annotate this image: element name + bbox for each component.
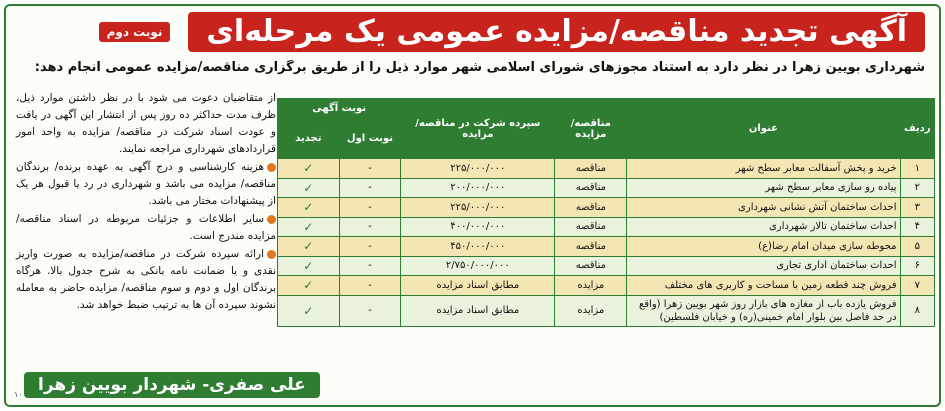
condition-text: سایر اطلاعات و جزئیات مربوطه در اسناد مناقصه/ مزایده مندرج است. [16, 213, 276, 242]
row-type: مناقصه [555, 178, 627, 198]
row-subject: احداث ساختمان آتش نشانی شهرداری [627, 198, 900, 218]
row-subject: احداث ساختمان اداری تجاری [627, 256, 900, 276]
row-deposit: ۲۲۵/۰۰۰/۰۰۰ [401, 198, 555, 218]
row-number: ۴ [900, 217, 934, 237]
row-first: - [339, 256, 401, 276]
col-header-type: مناقصه/ مزایده [555, 99, 627, 159]
intro-text: شهرداری بویین زهرا در نظر دارد به استناد مجوزهای شورای اسلامی شهر موارد ذیل را از طریق برگزاری مناقصه/مزایده عمومی انجام دهد: [34, 60, 925, 75]
row-first: - [339, 276, 401, 296]
row-subject: خرید و پخش آسفالت معابر سطح شهر [627, 159, 900, 179]
check-icon: ✓ [278, 159, 340, 179]
row-number: ۸ [900, 295, 934, 326]
row-first: - [339, 159, 401, 179]
row-deposit: ۴۰۰/۰۰۰/۰۰۰ [401, 217, 555, 237]
check-icon: ✓ [278, 295, 340, 326]
condition-text: هزینه کارشناسی و درج آگهی به عهده برنده/ برندگان مناقصه/ مزایده می باشد و شهرداری در رد یا قبول هر یک از پیشنهادات مختار می باشد. [16, 161, 276, 207]
row-type: مناقصه [555, 198, 627, 218]
row-subject: فروش چند قطعه زمین با مساحت و کاربری های مختلف [627, 276, 900, 296]
table-row [278, 237, 935, 257]
row-first: - [339, 217, 401, 237]
row-first: - [339, 178, 401, 198]
condition-paragraph: از متقاضیان دعوت می شود با در نظر داشتن موارد ذیل، ظرف مدت حداکثر ده روز پس از انتشار این آگهی در یافت و عودت اسناد شرکت در مناقصه/ مزایده به واحد امور قراردادهای شهرداری مراجعه نمایند. [16, 92, 276, 155]
table-row [278, 256, 935, 276]
signature: علی صفری- شهردار بویین زهرا [24, 372, 320, 398]
table-row [278, 276, 935, 296]
ad-title: آگهی تجدید مناقصه/مزایده عمومی یک مرحله‌ای [188, 12, 925, 52]
row-number: ۷ [900, 276, 934, 296]
check-icon: ✓ [278, 217, 340, 237]
col-header-row: ردیف [900, 99, 934, 159]
row-type: مزایده [555, 295, 627, 326]
table-row [278, 295, 935, 326]
row-number: ۳ [900, 198, 934, 218]
condition-paragraph [16, 211, 276, 245]
condition-text: ارائه سپرده شرکت در مناقصه/مزایده به صورت واریز نقدی و یا ضمانت نامه بانکی به شرح جدول بالا. هرگاه برندگان اول و دوم و سوم مناقصه/ مزایده حاضر به معامله نشوند سپرده آن ها به ترتیب ضبط خواهد شد. [16, 248, 276, 311]
row-type: مناقصه [555, 217, 627, 237]
bullet-icon [267, 163, 276, 172]
row-number: ۱ [900, 159, 934, 179]
bullet-icon [267, 215, 276, 224]
row-type: مناقصه [555, 159, 627, 179]
row-number: ۵ [900, 237, 934, 257]
row-deposit: ۲/۷۵۰/۰۰۰/۰۰۰ [401, 256, 555, 276]
row-deposit: ۲۰۰/۰۰۰/۰۰۰ [401, 178, 555, 198]
row-subject: فروش یازده باب از مغازه های بازار روز شهر بویین زهرا (واقع در حد فاصل بین بلوار امام خمینی(ره) و خیابان فلسطین) [627, 295, 900, 326]
condition-paragraph [16, 246, 276, 314]
row-deposit: ۲۲۵/۰۰۰/۰۰۰ [401, 159, 555, 179]
col-header-renewal: تجدید [278, 119, 340, 159]
col-header-round: نوبت آگهی [278, 99, 401, 119]
row-first: - [339, 198, 401, 218]
ad-frame [4, 4, 941, 407]
table-row [278, 159, 935, 179]
row-deposit: مطابق اسناد مزایده [401, 295, 555, 326]
row-type: مزایده [555, 276, 627, 296]
row-subject: محوطه سازی میدان امام رضا(ع) [627, 237, 900, 257]
page-number: ۱۰ [14, 390, 23, 399]
row-number: ۲ [900, 178, 934, 198]
check-icon: ✓ [278, 276, 340, 296]
tender-table [277, 98, 935, 327]
check-icon: ✓ [278, 256, 340, 276]
col-header-deposit: سپرده شرکت در مناقصه/مزایده [401, 99, 555, 159]
row-first: - [339, 295, 401, 326]
bullet-icon [267, 250, 276, 259]
table-row [278, 178, 935, 198]
row-subject: پیاده رو سازی معابر سطح شهر [627, 178, 900, 198]
row-deposit: مطابق اسناد مزایده [401, 276, 555, 296]
table-row [278, 198, 935, 218]
row-number: ۶ [900, 256, 934, 276]
table-row [278, 217, 935, 237]
row-subject: احداث ساختمان تالار شهرداری [627, 217, 900, 237]
round-badge: نوبت دوم [99, 22, 171, 42]
check-icon: ✓ [278, 178, 340, 198]
check-icon: ✓ [278, 198, 340, 218]
row-deposit: ۴۵۰/۰۰۰/۰۰۰ [401, 237, 555, 257]
col-header-first: نوبت اول [339, 119, 401, 159]
check-icon: ✓ [278, 237, 340, 257]
row-type: مناقصه [555, 237, 627, 257]
row-type: مناقصه [555, 256, 627, 276]
ad-header [99, 10, 925, 54]
condition-paragraph [16, 159, 276, 210]
col-header-subject: عنوان [627, 99, 900, 159]
row-first: - [339, 237, 401, 257]
conditions-text [16, 90, 276, 315]
